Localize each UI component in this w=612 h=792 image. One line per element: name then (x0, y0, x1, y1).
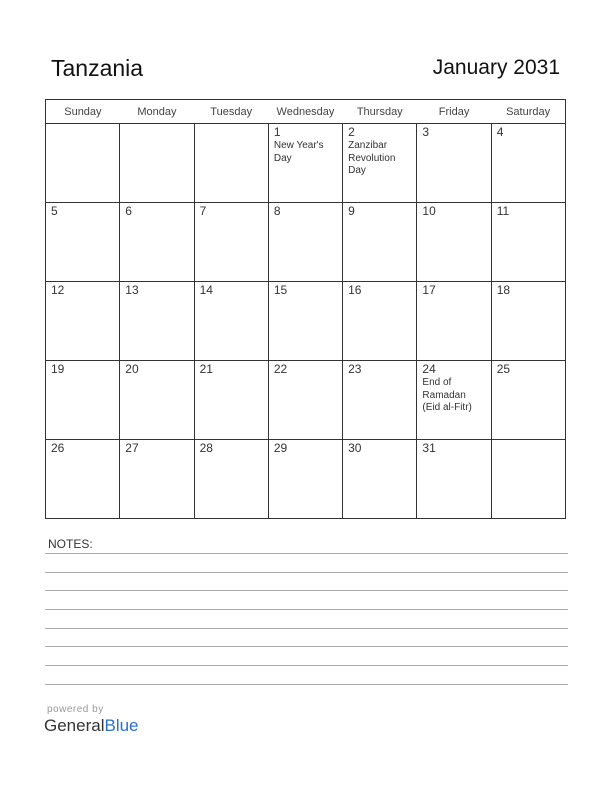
day-number: 28 (199, 441, 213, 455)
day-number: 26 (51, 441, 65, 455)
day-number: 7 (199, 204, 207, 218)
day-cell (343, 124, 417, 203)
day-number: 2 (348, 125, 355, 139)
day-number: 20 (125, 362, 139, 376)
day-number: 1 (273, 125, 281, 139)
day-number: 16 (348, 283, 362, 297)
day-cell (46, 440, 120, 519)
notes-label: NOTES: (48, 537, 93, 551)
day-number: 12 (51, 283, 65, 297)
day-number: 29 (273, 441, 288, 455)
weekday-header: Sunday (46, 100, 120, 124)
calendar-grid (45, 99, 566, 519)
weekday-header: Monday (120, 100, 194, 124)
calendar-month-title: January 2031 (432, 56, 560, 79)
day-cell (268, 440, 342, 519)
calendar-country-title: Tanzania (51, 55, 144, 81)
day-number: 13 (125, 283, 139, 297)
day-cell (194, 440, 268, 519)
weekday-header: Tuesday (194, 100, 268, 124)
brand-name-part2: Blue (104, 716, 139, 735)
day-number: 30 (348, 441, 362, 455)
day-cell (491, 282, 565, 361)
day-cell (491, 361, 565, 440)
day-number: 11 (496, 204, 510, 218)
day-number: 17 (422, 283, 436, 297)
day-cell (46, 361, 120, 440)
day-cell (120, 282, 194, 361)
day-cell (417, 203, 491, 282)
day-cell (120, 124, 194, 203)
day-cell (417, 282, 491, 361)
day-number: 23 (348, 362, 362, 376)
day-cell (194, 203, 268, 282)
week-row (46, 124, 566, 203)
day-number: 6 (125, 204, 132, 218)
day-number: 19 (51, 362, 65, 376)
weekday-header: Wednesday (268, 100, 342, 124)
day-number: 10 (422, 204, 436, 218)
holiday-label: Zanzibar Revolution Day (348, 140, 396, 176)
day-cell (417, 124, 491, 203)
day-number: 24 (422, 362, 436, 376)
brand-name-part1: General (44, 716, 105, 735)
weekday-header-row (46, 100, 566, 124)
day-cell (46, 124, 120, 203)
holiday-label: New Year's Day (273, 140, 324, 164)
day-cell (268, 361, 342, 440)
day-cell (343, 203, 417, 282)
day-cell (491, 203, 565, 282)
note-line (45, 572, 568, 573)
note-line (45, 590, 568, 591)
week-row (46, 282, 566, 361)
weekday-header: Friday (417, 100, 491, 124)
note-line (45, 628, 568, 629)
day-number: 14 (199, 283, 213, 297)
day-cell (268, 203, 342, 282)
holiday-label: End of Ramadan (Eid al-Fitr) (422, 377, 472, 413)
day-number: 21 (199, 362, 213, 376)
day-cell (268, 282, 342, 361)
day-cell (343, 440, 417, 519)
day-number: 18 (496, 283, 511, 297)
powered-by-text: powered by (47, 704, 104, 715)
day-number: 4 (496, 125, 504, 139)
day-cell (417, 361, 491, 440)
day-number: 27 (125, 441, 139, 455)
day-number: 8 (273, 204, 281, 218)
note-line (45, 646, 568, 647)
week-row (46, 440, 566, 519)
weekday-header: Thursday (343, 100, 417, 124)
brand-logo (44, 716, 139, 736)
day-cell (343, 282, 417, 361)
day-cell (120, 440, 194, 519)
week-row (46, 361, 566, 440)
day-cell (46, 282, 120, 361)
week-row (46, 203, 566, 282)
day-number: 15 (273, 283, 288, 297)
note-line (45, 665, 568, 666)
day-cell (268, 124, 342, 203)
note-line (45, 684, 568, 685)
day-cell (491, 440, 565, 519)
day-cell (194, 361, 268, 440)
note-line (45, 553, 568, 554)
day-number: 22 (273, 362, 288, 376)
weekday-header: Saturday (491, 100, 565, 124)
day-cell (491, 124, 565, 203)
day-cell (46, 203, 120, 282)
note-line (45, 609, 568, 610)
day-number: 9 (348, 204, 355, 218)
day-number: 3 (422, 125, 430, 139)
day-cell (194, 124, 268, 203)
day-number: 31 (422, 441, 436, 455)
day-cell (343, 361, 417, 440)
day-cell (194, 282, 268, 361)
day-cell (417, 440, 491, 519)
day-number: 25 (496, 362, 511, 376)
day-number: 5 (51, 204, 58, 218)
day-cell (120, 361, 194, 440)
day-cell (120, 203, 194, 282)
